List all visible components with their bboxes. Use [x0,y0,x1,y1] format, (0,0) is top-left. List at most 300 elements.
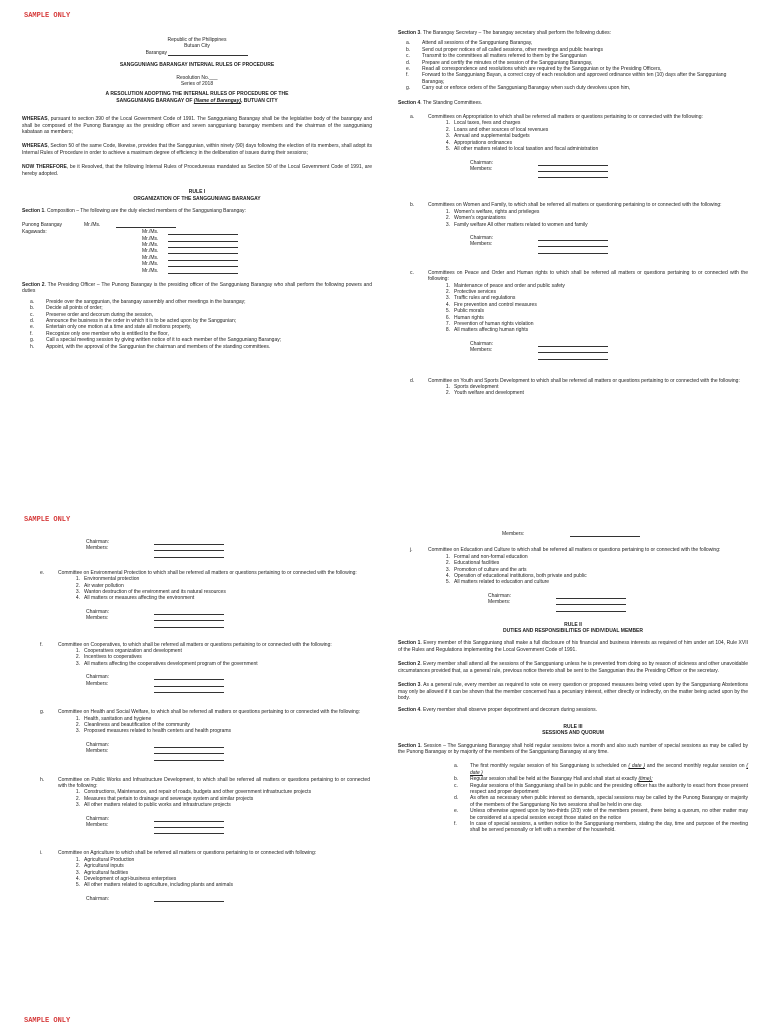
chairman-line [538,235,608,241]
page1-committees [398,114,748,397]
item-text: Cooperatives organization and development [84,648,182,655]
committee-letter: j. [410,547,413,554]
members-row-extra [538,354,748,360]
chairman-label: Chairman: [86,815,110,822]
secretary-duty-text: Forward to the Sangguniang Bayan, a correct copy of each resolution and approved ordinance within ten (10) days after the Sangguniang Barangay, [422,72,727,85]
page2-left-committees [40,539,370,902]
members-row-extra [154,828,370,834]
committee-text: Committee on Education and Culture to which shall be referred all matters or questions pertaining to or connected with the following: [428,547,721,554]
secretary-duty-item [398,72,748,85]
kagawad-line [168,236,238,242]
item-text: Protective services [454,288,496,295]
committee-j [410,547,748,611]
punong-barangay-row: Punong Barangay Mr./Ms. [22,222,372,228]
item-text: Agricultural inputs [84,863,124,870]
kagawad-prefix: Mr./Ms. [142,261,159,268]
members-row-extra [154,755,370,761]
item-text: Sports development [454,384,499,391]
now-therefore: NOW THEREFORE, be it Resolved, that the following Internal Rules of Proceduresas mandated as Section 50 of the Local Government Code of 1991, are hereby adopted. [22,164,372,177]
item-number: 3. [75,589,80,596]
item-number: 3. [445,566,450,573]
committee-text: Committees on Women and Family, to which shall be referred all matters or questioning pertaining to or connected with the following: [428,202,722,209]
item-text: All matters affecting human rights [454,327,529,334]
whereas-1: WHEREAS, pursuant to section 390 of the Local Government Code of 1991. The Sangguniang Barangay shall be the legislative body of the barangay and shall be composed of the Punong Barangay as the presiding officer and seven sangguniang barangay members and the chairman of the sangguniang kabataan as members; [22,116,372,136]
item-text: Prevention of human rights violation [454,321,534,327]
committee-items [70,576,370,602]
chairman-label: Chairman: [86,608,110,615]
secretary-duty-letter: c. [406,53,410,60]
members-line [538,172,608,178]
committee-items [70,648,370,667]
resolution-series: Series of 2018 [180,81,214,88]
item-number: 2. [75,721,80,728]
rule2-title: RULE II [564,621,582,628]
rule3-subtitle: SESSIONS AND QUORUM [542,730,604,737]
secretary-duty-letter: g. [406,85,411,92]
rule1-section2: Section 2. The Presiding Officer – The Punong Barangay is the presiding officer of the Sangguniang Barangay who shall perform the following powers and duties [22,281,372,295]
duty-letter: c. [30,311,34,318]
item-number: 1. [445,120,450,127]
item-number: 3. [75,660,80,667]
members-row-extra [538,172,748,178]
item-number: 1. [75,856,80,863]
item-number: 2. [445,288,450,295]
secretary-duty-text: Attend all sessions of the Sangguniang Barangay, [422,40,533,47]
members-row-extra [556,606,748,612]
committee-item [440,390,748,396]
chairman-line [538,341,608,347]
kagawad-line [168,248,238,254]
committee-item [70,661,370,667]
kagawad-rows [22,229,372,274]
committee-items [440,283,748,334]
members-line [154,822,224,828]
header-barangay: Barangay [22,50,372,56]
committee-text: Committee on Health and Social Welfare, to which shall be referred all matters or questions pertaining to or connected with the following: [58,709,361,716]
committee-d [410,378,748,397]
header-republic: Republic of the Philippines [167,37,227,43]
item-text: All matters or measures affecting the environment [84,595,195,602]
item-number: 3. [75,728,80,735]
item-number: 4. [75,876,80,882]
secretary-duty-letter: e. [406,66,411,73]
members-label: Members: [86,748,109,755]
item-text: Environmental protection [84,576,140,583]
committee-g [40,709,370,760]
item-number: 1. [75,715,80,722]
page1-left-column [22,37,372,350]
members-line [570,531,640,537]
committee-f [40,642,370,693]
members-line [154,622,224,628]
duty-letter: d. [30,318,35,324]
committee-item [440,327,748,333]
page2-left-column [40,539,370,902]
item-text: Promotion of culture and the arts [454,566,527,573]
committee-items [70,789,370,808]
item-text: Loans and other sources of local revenues [454,126,549,133]
item-number: 1. [75,576,80,583]
secretary-duty-text: Prepare and certify the minutes of the session of the Sangguniang Barangay, [422,59,593,66]
committee-text: Committees on Appropriation to which shall be referred all matters or questions pertaining to or connected with the following: [428,114,703,121]
committee-items [440,120,748,152]
item-text: Public morals [454,308,485,315]
committee-letter: h. [40,776,45,783]
committee-a [410,114,748,178]
item-text: Appropriations ordinances [454,139,513,146]
resolution-title-line2: SANGGUNIANG BARANGAY OF (Name of Barangay), BUTUAN CITY [116,97,278,104]
resolution-number: Resolution No.___ [176,74,218,81]
chairman-label: Chairman: [86,895,110,902]
item-number: 2. [445,390,450,397]
kagawad-prefix: Mr./Ms. [142,254,159,261]
rule3-title: RULE III [563,723,583,730]
item-text: Agricultural Production [84,856,135,863]
kagawad-prefix: Mr./Ms. [142,267,159,274]
kagawad-prefix: Mr./Ms. [142,229,159,236]
item-number: 2. [75,795,80,802]
item-text: Wanton destruction of the environment and its natural resources [84,589,226,596]
members-label: Members: [502,531,525,537]
kagawad-prefix: Mr./Ms. [142,248,159,255]
page2-right-column [398,531,748,834]
item-number: 7. [445,321,450,327]
resolution-title-line1: A RESOLUTION ADOPTING THE INTERNAL RULES OF PROCEDURE OF THE [105,91,289,98]
committee-text: Committee on Public Works and Infrastructure Development, to which shall be referred all matters or questions pertaining to or connected with the following: [58,776,370,789]
members-label: Members: [488,599,511,606]
session-rule-e: e. Unless otherwise agreed upon by two-thirds (2/3) vote of the members present, there being a quorum, no other matter may be considered at a special session except those stated on the notice [454,808,748,821]
signature-block [410,341,748,360]
page2-right-committees [398,531,748,612]
chairman-line [538,160,608,166]
item-text: Family welfare All other matters related to women and family [454,221,588,228]
members-label: Members: [470,165,493,172]
duty-letter: h. [30,343,35,350]
item-text: Formal and non-formal education [454,553,528,560]
composition-list [22,222,372,274]
duty-text: Preside over the sanggunian, the barangay assembly and other meetings in the barangay; [46,298,246,305]
kagawad-line [168,255,238,261]
item-number: 5. [75,882,80,889]
rule1-section4: Section 4. The Standing Committees. [398,99,483,106]
kagawad-line [168,261,238,267]
duty-text: Decide all points of order; [46,305,103,312]
item-text: All other matters related to agriculture, including plants and animals [84,882,233,889]
signature-block [410,593,748,612]
item-number: 5. [445,146,450,153]
session-rules [398,763,748,833]
members-row-extra [154,687,370,693]
item-number: 2. [445,126,450,133]
signature-block [40,816,370,835]
committee-letter: d. [410,377,415,384]
item-text: Women's welfare, rights and privileges [454,208,540,215]
item-text: All matters affecting the cooperatives development program of the government [84,660,258,667]
members-label: Members: [86,615,109,622]
header-city: Butuan City [184,43,210,50]
item-number: 3. [75,802,80,809]
rule1-title: RULE I [188,189,206,196]
session-rule-f: f. In case of special sessions, a written notice to the Sangguniang members, stating the day, time and purpose of the meeting shall be served personally or left with a member of the household. [454,821,748,834]
committee-h [40,777,370,835]
item-number: 3. [445,295,450,302]
secretary-duty-text: Transmit to the committees all matters referred to them by the Sanggunian [422,53,587,60]
item-number: 3. [445,133,450,140]
secretary-duty-text: Send out proper notices of all called sessions, other meetings and public hearings [422,46,603,53]
committee-text: Committee on Environmental Protection to which shall be referred all matters or questions pertaining to or connected with the following: [58,569,357,576]
members-line [154,545,224,551]
duty-text: Preserve order and decorum during the session, [46,311,154,318]
kagawad-row [142,268,372,274]
item-text: Development of agri-business enterprises [84,876,177,882]
item-text: Annual and supplemental budgets [454,133,530,140]
committee-items [70,857,370,889]
members-row-extra [154,622,370,628]
committee-item [440,146,748,152]
item-text: Constructions, Maintenance, and repair of roads, budgets and other government infrastructure projects [84,789,312,796]
secretary-duty-letter: a. [406,40,411,47]
item-number: 1. [75,789,80,796]
duty-letter: g. [30,337,35,344]
committee-text: Committee on Agriculture to which shall be referred all matters or questions pertaining to or connected with following: [58,850,317,857]
members-label: Members: [470,347,493,354]
item-number: 5. [445,308,450,315]
kagawad-line [168,242,238,248]
committee-heading [410,270,748,283]
chairman-line [154,539,224,545]
duty-text: Entertain only one motion at a time and state all motions property, [46,324,192,331]
item-text: Local taxes, fees and charges [454,120,521,127]
members-line [556,599,626,605]
members-line [154,681,224,687]
members-row-extra [154,552,370,558]
chairman-label: Chairman: [86,674,110,681]
members-label: Members: [470,241,493,248]
item-text: Air water pollution [84,582,124,589]
duty-item [22,344,372,350]
committee-item [70,882,370,888]
secretary-duty-item [398,85,748,91]
signature-block [410,235,748,254]
item-text: Traffic rules and regulations [454,295,516,302]
rule3-section1: Section 1. Session – The Sangguniang Barangay shall hold regular sessions twice a month and also such number of special sessions as may be called by the Punong Barangay or by majority of the members of the Sangguniang Barangay at any time. [398,742,748,755]
page1-right-column [398,30,748,397]
item-text: Maintenance of peace and order and public safety [454,282,565,289]
members-row-extra [538,248,748,254]
duty-letter: f. [30,330,33,337]
item-number: 2. [75,863,80,870]
chairman-line [154,609,224,615]
duty-letter: a. [30,298,35,305]
rule2-section1: Section 1. Every member of this Sangguniang shall make a full disclosure of his financial and business interests as required of him under art 104, Rule XVII of the Rules and Regulations implementing the Local Government Code of 1991. [398,640,749,653]
sample-watermark: SAMPLE ONLY [24,516,71,524]
item-text: Proposed measures related to health centers and health programs [84,728,232,735]
item-number: 4. [445,139,450,146]
members-line [538,248,608,254]
item-text: Youth welfare and development [454,390,524,397]
members-line [538,241,608,247]
rule1-section3: Section 3. The Barangay Secretary – The barangay secretary shall perform the following duties: [398,30,611,36]
session-rule-a: a. The first monthly regular session of his Sangguniang is scheduled on ( date ) and the second monthly regular session on ( date ) [454,763,749,776]
item-number: 3. [445,221,450,228]
members-line [154,755,224,761]
duty-letter: b. [30,305,35,312]
committee-letter: a. [410,114,415,121]
sample-watermark: SAMPLE ONLY [24,12,71,20]
members-label: Members: [86,821,109,828]
committee-item [70,728,370,734]
session-rule-d: d. As often as necessary when public interest so demands, special sessions may be called by the Punong Barangay or majority of the members of the Sangguniang No two sessions shall be held in one day. [454,795,748,808]
rule2-section3: Section 3. As a general rule, every member as required to vote on every question or proposed measures being voted upon by the Sangguniang Abstentions may only be allowed if it can be shown that the member concerned has a pecuniary interest, either directly or indirectly, on the matter being acted upon by the body. [398,682,749,701]
signature-block [40,609,370,628]
item-text: All other matters related to public works and infrastructure projects [84,802,231,809]
item-number: 3. [75,869,80,876]
kagawad-line [168,268,238,274]
item-text: Measures that pertain to drainage and sewerage system and similar projects [84,795,254,802]
secretary-duty-letter: f. [406,72,409,79]
item-number: 1. [445,282,450,289]
members-line [538,354,608,360]
presiding-officer-duties [22,299,372,350]
item-number: 2. [445,215,450,222]
chairman-row [86,896,370,902]
committee-items [440,209,748,228]
chairman-label: Chairman: [470,340,494,347]
chairman-label: Chairman: [470,234,494,241]
members-line [538,166,608,172]
chairman-label: Chairman: [488,592,512,599]
committee-items [70,716,370,735]
committee-item [440,222,748,228]
duty-text: Announce the business in the order in which it is to be acted upon by the Sanggunian; [46,318,237,324]
page-2 [0,512,768,1024]
sample-watermark-bottom: SAMPLE ONLY [24,1017,71,1024]
item-text: Operation of educational institutions, both private and public [454,573,587,580]
item-text: Cleanliness and beautification of the community [84,721,190,728]
members-line [154,552,224,558]
session-rule-c: c. Regular sessions of this Sangguniang shall be in public and the presiding officer has the authority to exact from those present respect and proper deportment [454,782,748,795]
chairman-line [154,816,224,822]
item-text: Agricultural facilities [84,869,129,876]
members-line [538,347,608,353]
item-number: 2. [75,582,80,589]
chairman-line [556,593,626,599]
members-label: Members: [86,680,109,687]
duty-text: Recognize only one member who is entitled to the floor, [46,330,169,337]
committee-text: Committees on Peace and Order and Human rights to which shall be referred all matters or questions pertaining to or connected with the following: [428,269,748,283]
item-number: 8. [445,327,450,334]
chairman-label: Chairman: [86,741,110,748]
committee-items [440,554,748,586]
secretary-duties [398,40,748,91]
committee-text: Committee on Youth and Sports Development to which shall be referred all matters or questions pertaining to or connected with the following: [428,377,740,384]
committee-item [70,802,370,808]
item-number: 2. [75,654,80,661]
item-number: 4. [75,595,80,602]
item-number: 2. [445,560,450,567]
committee-items [440,384,748,397]
item-number: 6. [445,314,450,321]
committee-item [70,595,370,601]
item-number: 1. [75,648,80,655]
committee-letter: b. [410,202,415,209]
item-text: Human rights [454,314,484,321]
rule2-subtitle: DUTIES AND RESPONSIBILITIES OF INDIVIDUAL MEMBER [502,628,643,635]
rule2-section4: Section 4. Every member shall observe proper deportment and decorum during sessions. [398,707,597,714]
members-line [154,615,224,621]
committee-b [410,202,748,253]
members-label: Members: [86,545,109,552]
item-number: 1. [445,384,450,391]
kagawad-prefix: Mr./Ms. [142,241,159,248]
chairman-line [154,742,224,748]
duty-text: Call a special meeting session by giving written notice of it to each member of the Sangguniang Barangay; [46,337,282,344]
rule1-section1: Section 1. Composition – The following are the duly elected members of the Sangguniang Barangay: [22,207,246,214]
committee-text: Committee on Cooperatives, to which shall be referred all matters or questions pertaining to or connected with the following: [58,641,332,648]
rule1-subtitle: ORGANIZATION OF THE SANGGUNIANG BARANGAY [133,195,261,202]
item-number: 1. [445,553,450,560]
signature-block [410,160,748,179]
item-number: 1. [445,208,450,215]
item-text: Incentives to cooperatives [84,654,142,661]
secretary-duty-text: Carry out or enforce orders of the Sangguniang Barangay when such duty devolves upon him, [422,85,631,92]
rule2-section2: Section 2. Every member shall attend all the sessions of the Sangguniang unless he is prevented from doing so by reason of sickness and other unavoidable circumstances provided that, as a general rule, previous notice thereto shall be sent to the Sanggunian thru the Presiding Officer or the secretary. [398,661,749,674]
kagawads-row: Kagawads: [22,228,47,235]
item-text: Fire prevention and control measures [454,301,537,308]
chairman-line [154,896,224,902]
secretary-duty-text: Read all correspondence and resolutions which are required by the Sanggunian or by the Presiding Officers, [422,66,662,73]
committee-heading [40,777,370,790]
members-line [154,828,224,834]
chairman-label: Chairman: [470,159,494,166]
committee-letter: c. [410,269,414,276]
committee-letter: g. [40,709,45,716]
chairman-label: Chairman: [86,539,110,545]
item-text: All other matters related to local taxation and fiscal administration [454,146,599,153]
kagawad-line [168,229,238,235]
duty-text: Appoint, with the approval of the Sanggunian the chairman and members of the standing committees. [46,343,271,350]
item-text: Educational facilities [454,560,500,567]
members-line [556,606,626,612]
committee-item [440,579,748,585]
kagawad-prefix: Mr./Ms. [142,235,159,242]
secretary-duty-letter: d. [406,59,411,66]
whereas-2: WHEREAS, Section 50 of the same Code, likewise, provides that the Sanggunian, within ninety (90) days following the election of its members, shall adopt its Internal Rules of Procedure in order to achieve a maximum degree of efficiency in the deliberation of issues during their sessions; [22,143,372,156]
committee-letter: e. [40,569,45,576]
session-rule-b: b. Regular session shall be held at the Barangay Hall and shall start at exactly (time); [454,776,653,783]
members-line [154,687,224,693]
doc-title: SANGGUNIANG BARANGAY INTERNAL RULES OF PROCEDURE [119,62,275,69]
signature-block [40,742,370,761]
secretary-duty-letter: b. [406,46,411,53]
committee-letter: i. [40,850,43,857]
item-text: Women's organizations [454,215,506,222]
committee-c [410,270,748,360]
signature-block [40,896,370,902]
chairman-line [154,674,224,680]
members-line [154,748,224,754]
item-number: 4. [445,573,450,580]
item-text: Health, sanitation and hygiene [84,715,152,722]
signature-block [40,674,370,693]
committee-e [40,570,370,628]
item-number: 4. [445,301,450,308]
members-row [502,531,748,537]
duty-letter: e. [30,324,35,331]
committee-i [40,850,370,902]
item-number: 5. [445,579,450,586]
item-text: All matters related to education and culture [454,579,550,586]
